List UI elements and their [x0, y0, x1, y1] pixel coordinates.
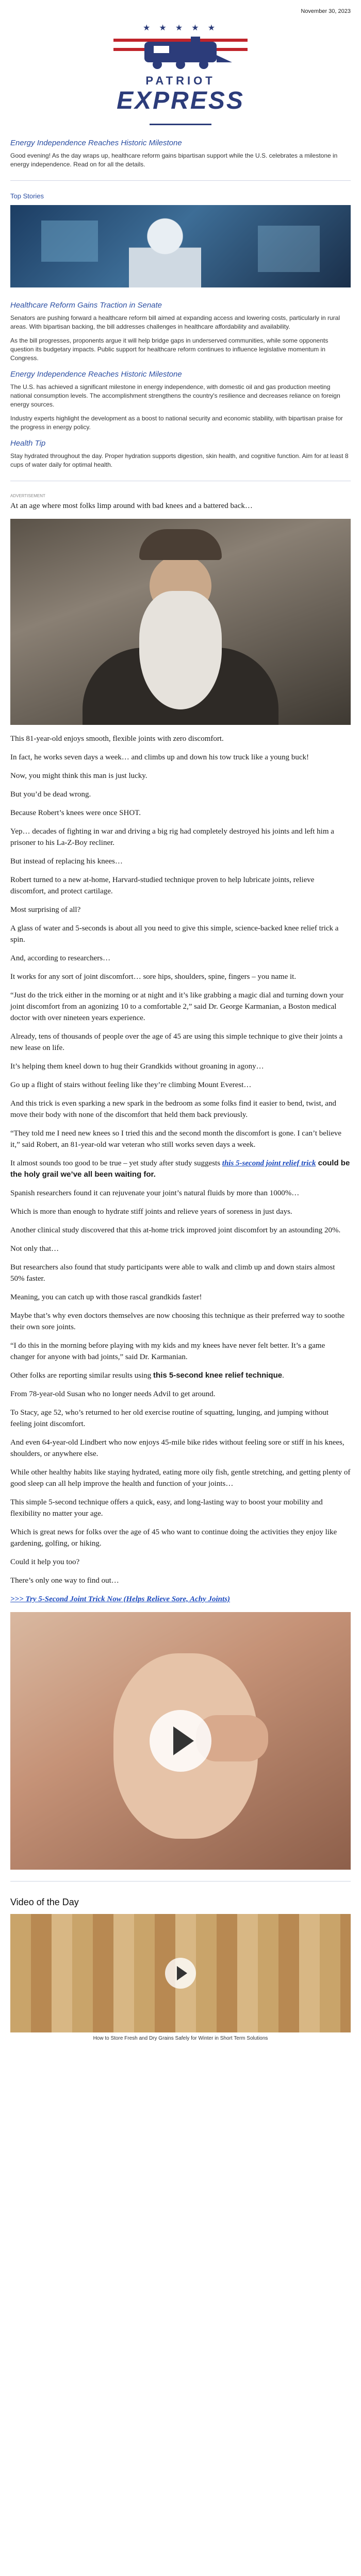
ad-paragraph: From 78-year-old Susan who no longer needs Advil to get around. [10, 1390, 216, 1398]
health-tip-title: Health Tip [10, 439, 46, 448]
ad-paragraph: It works for any sort of joint discomfort… sore hips, shoulders, spine, fingers – you name it. [10, 973, 297, 981]
ad-label: ADVERTISEMENT [10, 494, 45, 498]
stars-icon: ★ ★ ★ ★ ★ [142, 23, 219, 32]
ad-paragraphs [10, 1388, 351, 1586]
play-icon[interactable] [150, 1710, 211, 1772]
ad-paragraph: This 81-year-old enjoys smooth, flexible joints with zero discomfort. [10, 735, 224, 743]
ad-paragraph: A glass of water and 5-seconds is about all you need to give this simple, science-backed knee relief trick a spin. [10, 924, 339, 944]
story-body: Senators are pushing forward a healthcare reform bill aimed at expanding access and lowering costs, particularly in rural areas. With bipartisan backing, the bill addresses challenges in healthcare affordability and availability. [10, 314, 340, 330]
ad-simple-line: It almost sounds too good to be true – yet study after study suggests this 5-second joint relief trick could be the holy grail we’ve all been waiting for. [10, 1159, 350, 1179]
ad-paragraphs [10, 1188, 351, 1363]
ad-paragraph: Which is more than enough to hydrate stiff joints and relieve years of soreness in just days. [10, 1208, 292, 1216]
intro-body: Good evening! As the day wraps up, healthcare reform gains bipartisan support while the U.S. celebrates a milestone in energy independence. Read on for all the details. [10, 152, 338, 168]
ad-paragraph: But researchers also found that study participants were able to walk and climb up and down stairs almost 50% faster. [10, 1263, 335, 1283]
ad-paragraph: Now, you might think this man is just lucky. [10, 772, 147, 780]
logo-top-word: PATRIOT [145, 74, 216, 87]
intro-title[interactable]: Energy Independence Reaches Historic Milestone [10, 139, 182, 147]
story-title[interactable]: Energy Independence Reaches Historic Milestone [10, 370, 182, 379]
ad-paragraph: “I do this in the morning before playing with my kids and my knees have never felt better. It’s a game changer for anyone with bad joints,” said Dr. Karmanian. [10, 1342, 325, 1361]
story-body: Industry experts highlight the development as a boost to national security and economic stability, with bipartisan praise for the progress in energy policy. [10, 415, 343, 431]
ad-paragraph: This simple 5-second technique offers a quick, easy, and long-lasting way to boost your mobility and flexibility no matter your age. [10, 1498, 323, 1518]
story-title[interactable]: Healthcare Reform Gains Traction in Senate [10, 301, 162, 310]
ad-paragraphs [10, 733, 351, 1150]
ad-paragraph: There’s only one way to find out… [10, 1577, 119, 1585]
issue-date: November 30, 2023 [301, 8, 351, 14]
ad-paragraph: Already, tens of thousands of people over the age of 45 are using this simple technique to give their joints a new lease on life. [10, 1032, 343, 1052]
ad-paragraph: Robert turned to a new at-home, Harvard-studied technique proven to help lubricate joints, relieve discomfort, and protect cartilage. [10, 876, 315, 895]
ad-paragraph: Maybe that’s why even doctors themselves are now choosing this technique as their preferred way to soothe their own sore joints. [10, 1312, 345, 1331]
ad-paragraph: Yep… decades of fighting in war and driving a big rig had completely destroyed his joints and left him a prisoner to his La-Z-Boy recliner. [10, 827, 334, 847]
ad-paragraph: And, according to researchers… [10, 954, 111, 962]
ad-paragraph: It’s helping them kneel down to hug their Grandkids without groaning in agony… [10, 1062, 264, 1071]
knee-technique-text: this 5-second knee relief technique [153, 1371, 283, 1380]
newsletter [10, 0, 351, 2041]
ad-paragraph: Because Robert’s knees were once SHOT. [10, 809, 141, 817]
video-of-day-thumbnail[interactable] [10, 1914, 351, 2032]
advertorial [10, 494, 351, 1870]
ad-paragraph: “Just do the trick either in the morning or at night and it’s like grabbing a magic dial and turning down your joint discomfort from an agonizing 10 to a comfortable 2,” said Dr. George Karmanian, a Boston medical doctor with over nineteen years experience. [10, 991, 344, 1022]
ad-paragraph: But instead of replacing his knees… [10, 857, 123, 866]
video-thumbnail[interactable] [10, 1612, 351, 1870]
ad-intro: At an age where most folks limp around with bad knees and a battered back… [10, 502, 253, 510]
divider [10, 1881, 351, 1882]
play-icon[interactable] [165, 1958, 196, 1989]
ad-paragraph: And even 64-year-old Lindbert who now enjoys 45-mile bike rides without feeling sore or stiff in his knees, shoulders, or anywhere else. [10, 1438, 344, 1458]
logo[interactable] [10, 20, 351, 124]
ad-paragraph: Another clinical study discovered that this at-home trick improved joint discomfort by an astounding 20%. [10, 1226, 341, 1234]
cta-link[interactable]: >>> Try 5-Second Joint Trick Now (Helps Relieve Sore, Achy Joints) [10, 1595, 231, 1603]
divider [10, 180, 351, 181]
ad-paragraph: Which is great news for folks over the age of 45 who want to continue doing the activities they enjoy like gardening, golfing, or hiking. [10, 1528, 337, 1548]
healthcare-image[interactable] [10, 205, 351, 287]
ad-paragraph: Could it help you too? [10, 1558, 80, 1566]
video-of-day-title: Video of the Day [10, 1897, 79, 1907]
ad-paragraph: Not only that… [10, 1245, 59, 1253]
story-body: The U.S. has achieved a significant milestone in energy independence, with domestic oil and gas production meeting national consumption levels. The accomplishment strengthens the country's resilience and decreases reliance on foreign energy sources. [10, 383, 340, 408]
top-stories-label: Top Stories [10, 192, 44, 200]
joint-trick-link[interactable]: this 5-second joint relief trick [222, 1159, 316, 1167]
story-body: As the bill progresses, proponents argue it will help bridge gaps in underserved communities, while some opponents question its budgetary impacts. Public support for healthcare reform continues to influence legislative momentum in Congress. [10, 337, 329, 362]
logo-bottom-word: EXPRESS [117, 87, 244, 114]
ad-paragraph: Meaning, you can catch up with those rascal grandkids faster! [10, 1293, 202, 1301]
health-tip-body: Stay hydrated throughout the day. Proper hydration supports digestion, skin health, and cognitive function. Aim for at least 8 cups of water daily for optimal health. [10, 452, 349, 468]
ad-paragraph: And this trick is even sparking a new spark in the bedroom as some folks find it easier to bend, twist, and move their body with none of the discomfort that held them back previously. [10, 1099, 336, 1119]
ad-bold-line: Other folks are reporting similar results using this 5-second knee relief technique. [10, 1371, 284, 1380]
ad-paragraph: To Stacy, age 52, who’s returned to her old exercise routine of squatting, lunging, and jumping without feeling joint discomfort. [10, 1409, 329, 1428]
ad-paragraph: Most surprising of all? [10, 906, 81, 914]
ad-paragraph: In fact, he works seven days a week… and climbs up and down his tow truck like a young buck! [10, 753, 309, 761]
ad-paragraph: Spanish researchers found it can rejuvenate your joint’s natural fluids by more than 1000%… [10, 1189, 300, 1197]
train-icon [113, 35, 248, 71]
ad-paragraph: “They told me I need new knees so I tried this and the second month the discomfort is gone. I can’t believe it,” said Robert, an 81-year-old war veteran who still works seven days a week. [10, 1129, 342, 1149]
ad-paragraph: But you’d be dead wrong. [10, 790, 91, 799]
old-man-photo[interactable] [10, 519, 351, 725]
video-caption: How to Store Fresh and Dry Grains Safely for Winter in Short Term Solutions [93, 2036, 268, 2041]
ad-paragraph: Go up a flight of stairs without feeling like they’re climbing Mount Everest… [10, 1081, 252, 1089]
ad-paragraph: While other healthy habits like staying hydrated, eating more oily fish, gentle stretching, and getting plenty of good sleep can all help improve the health and function of your joints… [10, 1468, 351, 1488]
divider [150, 124, 211, 125]
